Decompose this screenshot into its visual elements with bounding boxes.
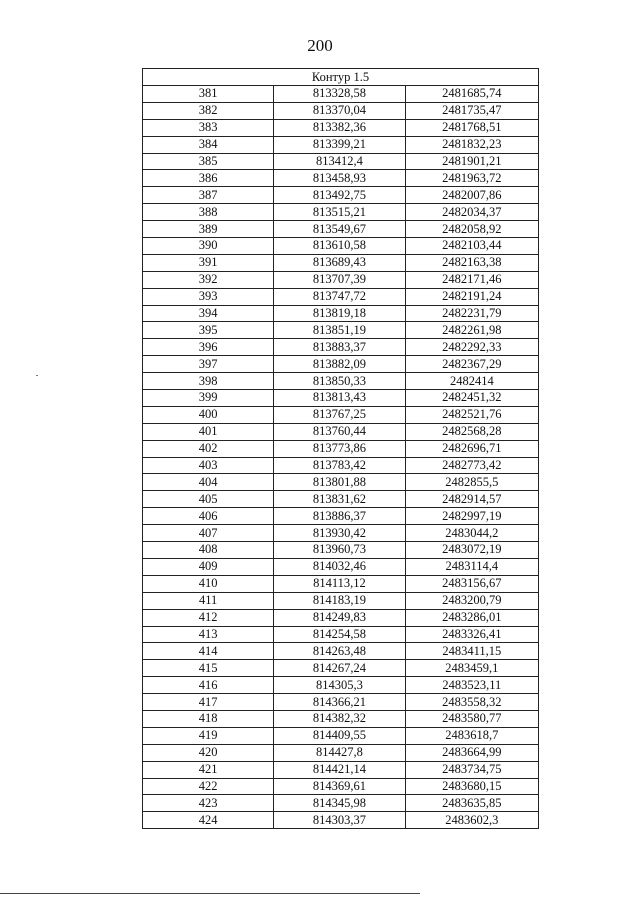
table-row <box>143 254 539 271</box>
x-coordinate-cell: 814421,14 <box>274 761 405 778</box>
table-row <box>143 474 539 491</box>
table-row <box>143 339 539 356</box>
table-row <box>143 136 539 153</box>
point-number-cell: 416 <box>143 677 274 694</box>
y-coordinate-cell: 2481963,72 <box>405 170 538 187</box>
x-coordinate-cell: 814369,61 <box>274 778 405 795</box>
x-coordinate-cell: 813851,19 <box>274 322 405 339</box>
table-row <box>143 727 539 744</box>
scan-speck <box>36 375 38 376</box>
y-coordinate-cell: 2482261,98 <box>405 322 538 339</box>
y-coordinate-cell: 2483044,2 <box>405 525 538 542</box>
table-body <box>143 69 539 829</box>
x-coordinate-cell: 813930,42 <box>274 525 405 542</box>
point-number-cell: 419 <box>143 727 274 744</box>
table-row <box>143 609 539 626</box>
y-coordinate-cell: 2482163,38 <box>405 254 538 271</box>
table-row <box>143 457 539 474</box>
table-row <box>143 626 539 643</box>
y-coordinate-cell: 2483580,77 <box>405 710 538 727</box>
y-coordinate-cell: 2481735,47 <box>405 102 538 119</box>
table-row <box>143 744 539 761</box>
point-number-cell: 387 <box>143 187 274 204</box>
table-row <box>143 187 539 204</box>
point-number-cell: 411 <box>143 592 274 609</box>
point-number-cell: 383 <box>143 119 274 136</box>
y-coordinate-cell: 2482914,57 <box>405 491 538 508</box>
point-number-cell: 408 <box>143 542 274 559</box>
point-number-cell: 415 <box>143 660 274 677</box>
point-number-cell: 421 <box>143 761 274 778</box>
scan-edge-line <box>0 893 420 894</box>
x-coordinate-cell: 813831,62 <box>274 491 405 508</box>
table-row <box>143 119 539 136</box>
point-number-cell: 399 <box>143 390 274 407</box>
point-number-cell: 422 <box>143 778 274 795</box>
x-coordinate-cell: 814427,8 <box>274 744 405 761</box>
table-row <box>143 660 539 677</box>
x-coordinate-cell: 813492,75 <box>274 187 405 204</box>
table-row <box>143 356 539 373</box>
table-row <box>143 271 539 288</box>
x-coordinate-cell: 813801,88 <box>274 474 405 491</box>
table-row <box>143 288 539 305</box>
x-coordinate-cell: 813382,36 <box>274 119 405 136</box>
y-coordinate-cell: 2483326,41 <box>405 626 538 643</box>
x-coordinate-cell: 814032,46 <box>274 558 405 575</box>
point-number-cell: 400 <box>143 406 274 423</box>
table-row <box>143 204 539 221</box>
table-row <box>143 221 539 238</box>
x-coordinate-cell: 813773,86 <box>274 440 405 457</box>
x-coordinate-cell: 814263,48 <box>274 643 405 660</box>
point-number-cell: 396 <box>143 339 274 356</box>
table-row <box>143 778 539 795</box>
point-number-cell: 412 <box>143 609 274 626</box>
y-coordinate-cell: 2481832,23 <box>405 136 538 153</box>
point-number-cell: 389 <box>143 221 274 238</box>
y-coordinate-cell: 2482696,71 <box>405 440 538 457</box>
table-row <box>143 390 539 407</box>
y-coordinate-cell: 2483664,99 <box>405 744 538 761</box>
table-row <box>143 373 539 390</box>
x-coordinate-cell: 813850,33 <box>274 373 405 390</box>
table-caption-row <box>143 69 539 86</box>
y-coordinate-cell: 2483558,32 <box>405 694 538 711</box>
y-coordinate-cell: 2483156,67 <box>405 575 538 592</box>
y-coordinate-cell: 2483734,75 <box>405 761 538 778</box>
table-row <box>143 761 539 778</box>
table-row <box>143 812 539 829</box>
x-coordinate-cell: 813767,25 <box>274 406 405 423</box>
y-coordinate-cell: 2482292,33 <box>405 339 538 356</box>
x-coordinate-cell: 814113,12 <box>274 575 405 592</box>
table-row <box>143 238 539 255</box>
y-coordinate-cell: 2482171,46 <box>405 271 538 288</box>
x-coordinate-cell: 813747,72 <box>274 288 405 305</box>
y-coordinate-cell: 2483411,15 <box>405 643 538 660</box>
point-number-cell: 420 <box>143 744 274 761</box>
x-coordinate-cell: 813783,42 <box>274 457 405 474</box>
x-coordinate-cell: 813760,44 <box>274 423 405 440</box>
point-number-cell: 403 <box>143 457 274 474</box>
point-number-cell: 386 <box>143 170 274 187</box>
point-number-cell: 407 <box>143 525 274 542</box>
x-coordinate-cell: 813813,43 <box>274 390 405 407</box>
y-coordinate-cell: 2483602,3 <box>405 812 538 829</box>
table-row <box>143 694 539 711</box>
table-row <box>143 643 539 660</box>
table-row <box>143 102 539 119</box>
point-number-cell: 392 <box>143 271 274 288</box>
point-number-cell: 385 <box>143 153 274 170</box>
x-coordinate-cell: 814254,58 <box>274 626 405 643</box>
table-row <box>143 423 539 440</box>
x-coordinate-cell: 813960,73 <box>274 542 405 559</box>
point-number-cell: 417 <box>143 694 274 711</box>
table-row <box>143 440 539 457</box>
point-number-cell: 390 <box>143 238 274 255</box>
x-coordinate-cell: 813328,58 <box>274 86 405 103</box>
point-number-cell: 410 <box>143 575 274 592</box>
table-row <box>143 795 539 812</box>
x-coordinate-cell: 813819,18 <box>274 305 405 322</box>
y-coordinate-cell: 2483114,4 <box>405 558 538 575</box>
point-number-cell: 393 <box>143 288 274 305</box>
x-coordinate-cell: 813370,04 <box>274 102 405 119</box>
point-number-cell: 395 <box>143 322 274 339</box>
x-coordinate-cell: 813883,37 <box>274 339 405 356</box>
table-row <box>143 406 539 423</box>
table-row <box>143 575 539 592</box>
y-coordinate-cell: 2482007,86 <box>405 187 538 204</box>
y-coordinate-cell: 2483618,7 <box>405 727 538 744</box>
table-row <box>143 592 539 609</box>
x-coordinate-cell: 813549,67 <box>274 221 405 238</box>
point-number-cell: 391 <box>143 254 274 271</box>
point-number-cell: 394 <box>143 305 274 322</box>
point-number-cell: 413 <box>143 626 274 643</box>
x-coordinate-cell: 813689,43 <box>274 254 405 271</box>
x-coordinate-cell: 813515,21 <box>274 204 405 221</box>
x-coordinate-cell: 814382,32 <box>274 710 405 727</box>
y-coordinate-cell: 2482191,24 <box>405 288 538 305</box>
x-coordinate-cell: 814366,21 <box>274 694 405 711</box>
table-row <box>143 525 539 542</box>
point-number-cell: 406 <box>143 508 274 525</box>
x-coordinate-cell: 813610,58 <box>274 238 405 255</box>
point-number-cell: 409 <box>143 558 274 575</box>
x-coordinate-cell: 814305,3 <box>274 677 405 694</box>
point-number-cell: 402 <box>143 440 274 457</box>
y-coordinate-cell: 2483286,01 <box>405 609 538 626</box>
table-row <box>143 542 539 559</box>
x-coordinate-cell: 814249,83 <box>274 609 405 626</box>
y-coordinate-cell: 2482773,42 <box>405 457 538 474</box>
y-coordinate-cell: 2482997,19 <box>405 508 538 525</box>
table-row <box>143 86 539 103</box>
point-number-cell: 381 <box>143 86 274 103</box>
y-coordinate-cell: 2482568,28 <box>405 423 538 440</box>
y-coordinate-cell: 2482855,5 <box>405 474 538 491</box>
y-coordinate-cell: 2482367,29 <box>405 356 538 373</box>
x-coordinate-cell: 814345,98 <box>274 795 405 812</box>
table-row <box>143 710 539 727</box>
x-coordinate-cell: 813458,93 <box>274 170 405 187</box>
point-number-cell: 382 <box>143 102 274 119</box>
coordinates-table <box>142 68 539 829</box>
y-coordinate-cell: 2482231,79 <box>405 305 538 322</box>
table-row <box>143 322 539 339</box>
x-coordinate-cell: 813707,39 <box>274 271 405 288</box>
table-row <box>143 305 539 322</box>
x-coordinate-cell: 813886,37 <box>274 508 405 525</box>
y-coordinate-cell: 2483200,79 <box>405 592 538 609</box>
y-coordinate-cell: 2481768,51 <box>405 119 538 136</box>
y-coordinate-cell: 2483072,19 <box>405 542 538 559</box>
y-coordinate-cell: 2482103,44 <box>405 238 538 255</box>
point-number-cell: 401 <box>143 423 274 440</box>
x-coordinate-cell: 813399,21 <box>274 136 405 153</box>
point-number-cell: 404 <box>143 474 274 491</box>
x-coordinate-cell: 813412,4 <box>274 153 405 170</box>
point-number-cell: 423 <box>143 795 274 812</box>
y-coordinate-cell: 2482451,32 <box>405 390 538 407</box>
point-number-cell: 398 <box>143 373 274 390</box>
point-number-cell: 418 <box>143 710 274 727</box>
y-coordinate-cell: 2481901,21 <box>405 153 538 170</box>
x-coordinate-cell: 814183,19 <box>274 592 405 609</box>
y-coordinate-cell: 2481685,74 <box>405 86 538 103</box>
y-coordinate-cell: 2482058,92 <box>405 221 538 238</box>
y-coordinate-cell: 2483523,11 <box>405 677 538 694</box>
y-coordinate-cell: 2482034,37 <box>405 204 538 221</box>
y-coordinate-cell: 2483635,85 <box>405 795 538 812</box>
x-coordinate-cell: 814409,55 <box>274 727 405 744</box>
point-number-cell: 384 <box>143 136 274 153</box>
x-coordinate-cell: 814267,24 <box>274 660 405 677</box>
table-row <box>143 558 539 575</box>
y-coordinate-cell: 2482414 <box>405 373 538 390</box>
table-row <box>143 491 539 508</box>
y-coordinate-cell: 2482521,76 <box>405 406 538 423</box>
table-row <box>143 153 539 170</box>
table-row <box>143 508 539 525</box>
point-number-cell: 397 <box>143 356 274 373</box>
point-number-cell: 414 <box>143 643 274 660</box>
point-number-cell: 388 <box>143 204 274 221</box>
point-number-cell: 424 <box>143 812 274 829</box>
point-number-cell: 405 <box>143 491 274 508</box>
table-row <box>143 677 539 694</box>
x-coordinate-cell: 813882,09 <box>274 356 405 373</box>
table-caption: Контур 1.5 <box>143 69 539 86</box>
table-row <box>143 170 539 187</box>
page-number: 200 <box>307 36 333 55</box>
y-coordinate-cell: 2483459,1 <box>405 660 538 677</box>
x-coordinate-cell: 814303,37 <box>274 812 405 829</box>
y-coordinate-cell: 2483680,15 <box>405 778 538 795</box>
